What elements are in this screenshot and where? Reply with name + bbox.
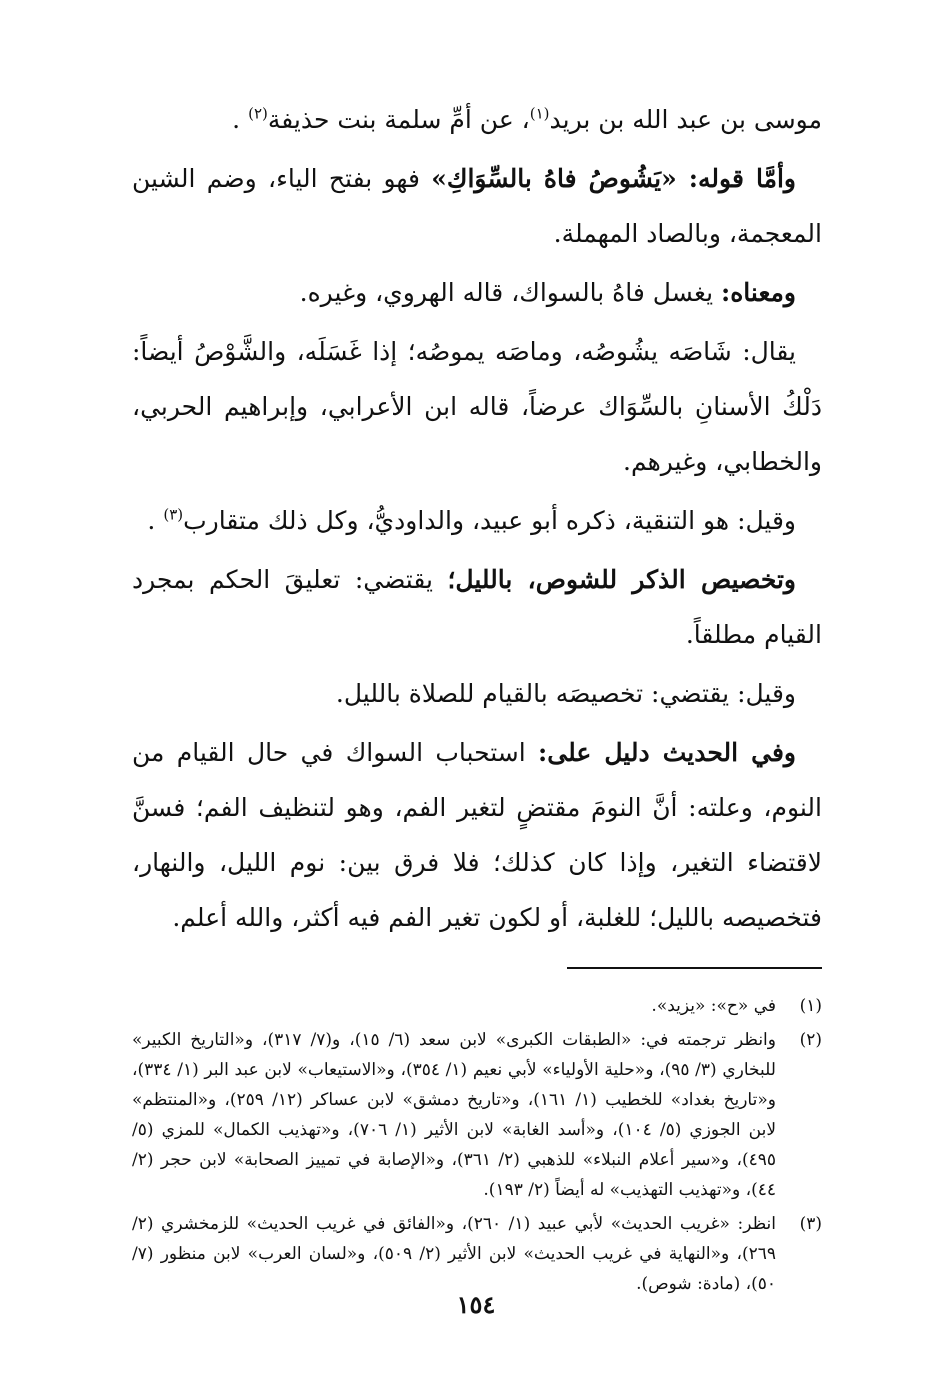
- paragraph-5: [132, 493, 822, 548]
- paragraph-3: [132, 265, 822, 320]
- footnote-text: وانظر ترجمته في: «الطبقات الكبرى» لابن سعد (٦/ ١٥)، و(٧/ ٣١٧)، و«التاريخ الكبير» للبخاري (٣/ ٩٥)، و«حلية الأولياء» لأبي نعيم (١/ ٣٥٤)، و«الاستيعاب» لابن عبد البر (١/ ٣٣٤)، و«تاريخ بغداد» للخطيب (١/ ١٦١)، و«تاريخ دمشق» لابن عساكر (١٢/ ٢٥٩)، و«المنتظم» لابن الجوزي (٥/ ١٠٤)، و«أسد الغابة» لابن الأثير (١/ ٧٠٦)، و«تهذيب الكمال» للمزي (٥/ ٤٩٥)، و«سير أعلام النبلاء» للذهبي (٢/ ٣٦١)، و«الإصابة في تمييز الصحابة» لابن حجر (٢/ ٤٤)، و«تهذيب التهذيب» له أيضاً (٢/ ١٩٣).: [132, 1030, 777, 1200]
- paragraph-7: [132, 666, 822, 721]
- paragraph-8-lead: وفي الحديث دليل على:: [538, 738, 796, 767]
- footnote-3: [132, 1209, 822, 1299]
- paragraph-1-text: موسى بن عبد الله بن بريد: [549, 105, 822, 134]
- paragraph-2: [132, 151, 822, 261]
- paragraph-7-text: وقيل: يقتضي: تخصيصَه بالقيام للصلاة بالليل.: [335, 679, 796, 708]
- paragraph-5-text: وقيل: هو التنقية، ذكره أبو عبيد، والداوديُّ، وكل ذلك متقارب: [183, 506, 796, 535]
- paragraph-4: [132, 324, 822, 489]
- paragraph-2-text: فهو بفتح الياء، وضم الشين المعجمة، وبالصاد المهملة.: [132, 164, 822, 248]
- footnote-ref-3: (٣): [163, 505, 184, 524]
- paragraph-8: [132, 725, 822, 945]
- main-text: [132, 92, 822, 945]
- paragraph-6-lead: وتخصيص الذكر للشوص، بالليل؛: [447, 565, 797, 594]
- paragraph-1-mid: ، عن أمِّ سلمة بنت حذيفة: [267, 105, 530, 134]
- paragraph-5-end: .: [147, 506, 164, 535]
- paragraph-3-lead: ومعناه:: [720, 278, 796, 307]
- page-body: [132, 92, 822, 1303]
- footnote-text: في «ح»: «يزيد».: [651, 996, 776, 1016]
- page-number: ١٥٤: [456, 1290, 496, 1319]
- footnote-divider: [567, 967, 822, 969]
- paragraph-1-end: .: [232, 105, 249, 134]
- footnote-number: (١): [799, 996, 822, 1016]
- footnote-ref-2: (٢): [248, 104, 268, 123]
- paragraph-3-text: يغسل فاهُ بالسواك، قاله الهروي، وغيره.: [299, 278, 721, 307]
- paragraph-8-text: استحباب السواك في حال القيام من النوم، وعلته: أنَّ النومَ مقتضٍ لتغير الفم، وهو لتنظيف الفم؛ فسنَّ لاقتضاء التغير، وإذا كان كذلك؛ فلا فرق بين: نوم الليل، والنهار، فتخصيصه بالليل؛ للغلبة، أو لكون تغير الفم فيه أكثر، والله أعلم.: [132, 738, 822, 932]
- footnote-2: [132, 1025, 822, 1205]
- paragraph-2-lead: وأمَّا قوله: «يَشُوصُ فاهُ بالسِّوَاكِ»: [431, 164, 797, 193]
- paragraph-6-text: يقتضي: تعليقَ الحكم بمجرد القيام مطلقاً.: [132, 565, 822, 649]
- footnotes: [132, 991, 822, 1299]
- footnote-number: (٢): [799, 1030, 822, 1050]
- paragraph-6: [132, 552, 822, 662]
- footnote-text: انظر: «غريب الحديث» لأبي عبيد (١/ ٢٦٠)، و«الفائق في غريب الحديث» للزمخشري (٢/ ٢٦٩)، و«النهاية في غريب الحديث» لابن الأثير (٢/ ٥٠٩)، و«لسان العرب» لابن منظور (٧/ ٥٠)، (مادة: شوص).: [132, 1214, 776, 1294]
- footnote-1: [132, 991, 822, 1021]
- footnote-number: (٣): [799, 1214, 822, 1234]
- footnote-ref-1: (١): [529, 104, 550, 123]
- paragraph-4-text: يقال: شَاصَه يشُوصُه، وماصَه يموصُه؛ إذا غَسَلَه، والشَّوْصُ أيضاً: دَلْكُ الأسنانِ بالسِّوَاك عرضاً، قاله ابن الأعرابي، وإبراهيم الحربي، والخطابي، وغيرهم.: [132, 337, 822, 476]
- paragraph-1: [132, 92, 822, 147]
